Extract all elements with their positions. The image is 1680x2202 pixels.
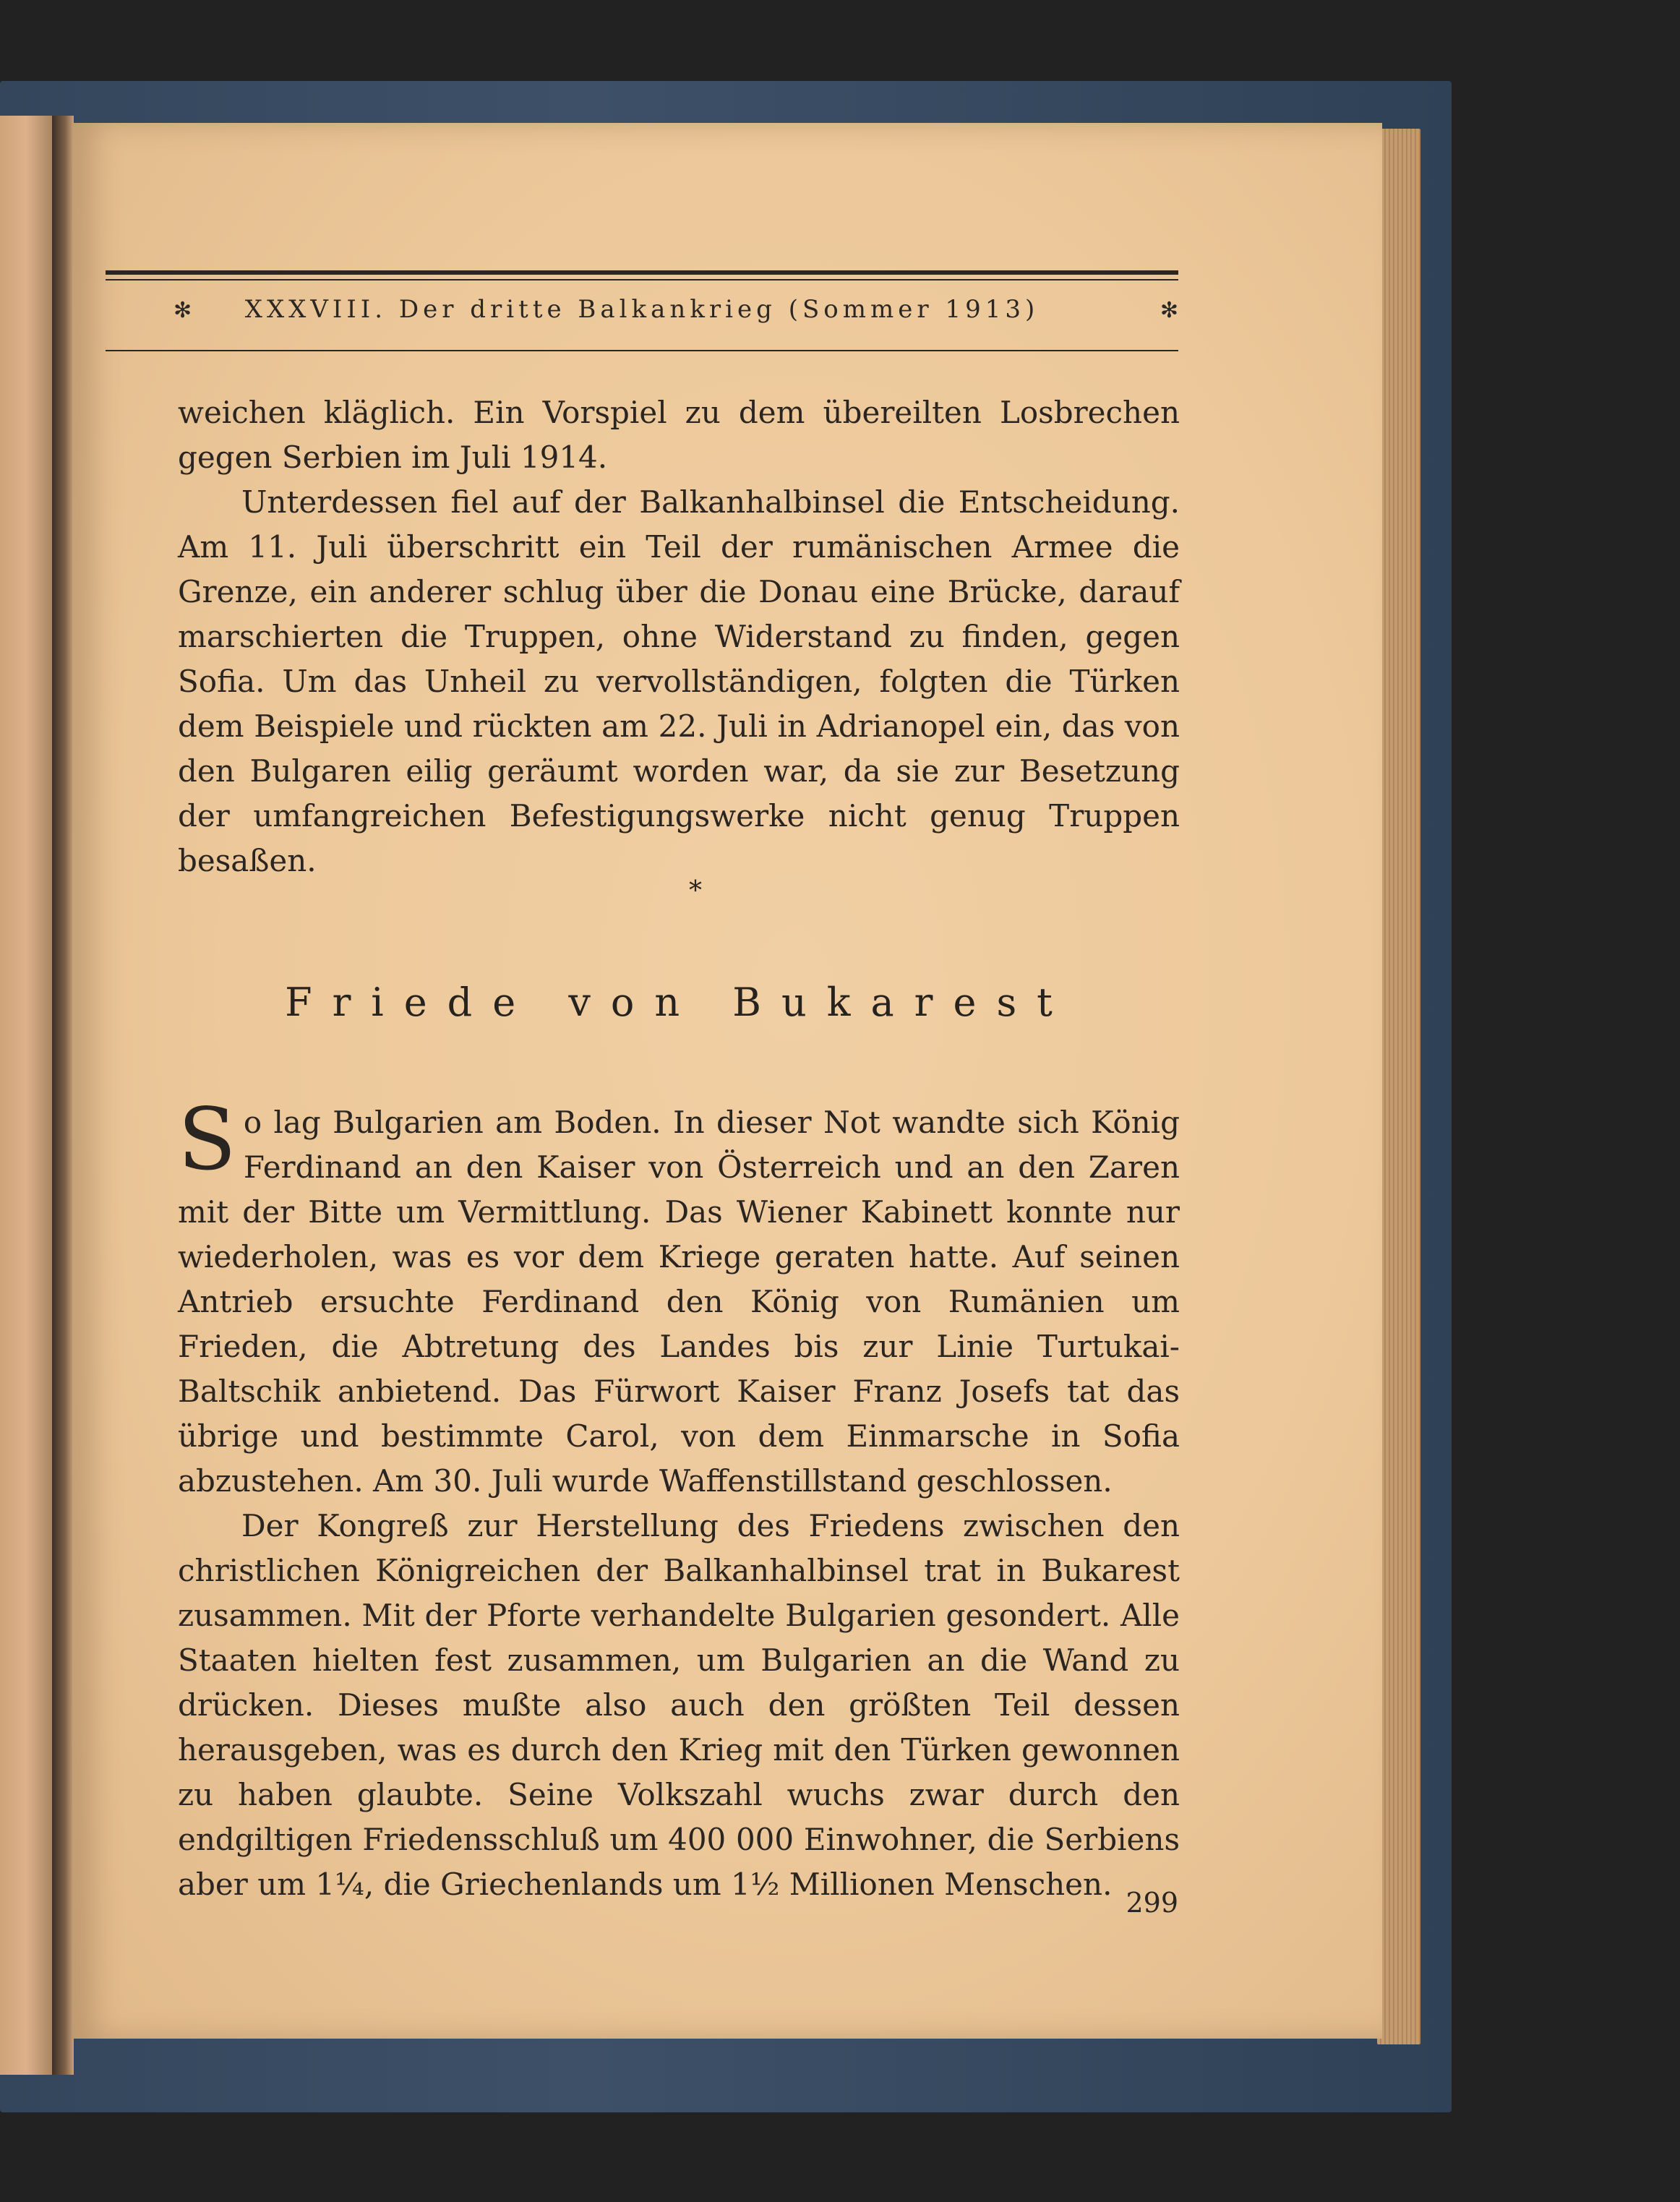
header-rule-thin	[106, 279, 1178, 280]
page-number: 299	[1126, 1887, 1178, 1919]
ornament-left-icon: ✻	[173, 298, 192, 323]
paragraph-bulgaria	[178, 1089, 1180, 1504]
paragraph-continuation: weichen kläglich. Ein Vorspiel zu dem übereilten Losbrechen gegen Serbien im Juli 1914.	[178, 395, 1180, 475]
paragraph-bulgaria-text: o lag Bulgarien am Boden. In dieser Not wandte sich König Ferdinand an den Kaiser von Österreich und an den Zaren mit der Bitte um Vermittlung. Das Wiener Kabinett konnte nur wiederholen, was es vor dem Kriege geraten hatte. Auf seinen Antrieb ersuchte Ferdinand den König von Rumänien um Frieden, die Abtretung des Landes bis zur Linie Turtukai-Baltschik anbietend. Das Fürwort Kaiser Franz Josefs tat das übrige und bestimmte Carol, von dem Einmarsche in Sofia abzustehen. Am 30. Juli wurde Waffenstillstand geschlossen.	[178, 1105, 1180, 1499]
page-edges	[1377, 129, 1420, 2044]
paragraph-congress: Der Kongreß zur Herstellung des Friedens zwischen den christlichen Königreichen der Balkanhalbinsel trat in Bukarest zusammen. Mit der Pforte verhandelte Bulgarien gesondert. Alle Staaten hielten fest zusammen, um Bulgarien an die Wand zu drücken. Dieses mußte also auch den größten Teil dessen herausgeben, was es durch den Krieg mit den Türken gewonnen zu haben glaubte. Seine Volkszahl wuchs zwar durch den endgiltigen Friedensschluß um 400 000 Einwohner, die Serbiens aber um 1¼, die Griechenlands um 1½ Millionen Menschen.	[178, 1508, 1180, 1902]
book-gutter	[52, 116, 74, 2075]
section-title: Friede von Bukarest	[285, 980, 1073, 1025]
running-header-title: XXXVIII. Der dritte Balkankrieg (Sommer 1913)	[244, 295, 1040, 324]
running-header	[106, 295, 1178, 338]
section-separator: *	[689, 876, 702, 906]
body-bottom	[178, 1089, 1180, 1907]
header-rule-top	[106, 270, 1178, 275]
body-top	[178, 390, 1180, 883]
drop-cap: S	[178, 1089, 236, 1189]
ornament-right-icon: ✻	[1160, 298, 1178, 323]
left-page-edge	[0, 116, 52, 2075]
paragraph-decision: Unterdessen fiel auf der Balkanhalbinsel die Entscheidung. Am 11. Juli überschritt ein Teil der rumänischen Armee die Grenze, ein anderer schlug über die Donau eine Brücke, darauf marschierten die Truppen, ohne Widerstand zu finden, gegen Sofia. Um das Unheil zu vervollständigen, folgten die Türken dem Beispiele und rückten am 22. Juli in Adrianopel ein, das von den Bulgaren eilig geräumt worden war, da sie zur Besetzung der umfangreichen Befestigungswerke nicht genug Truppen besaßen.	[178, 484, 1180, 878]
header-rule-bottom	[106, 350, 1178, 351]
